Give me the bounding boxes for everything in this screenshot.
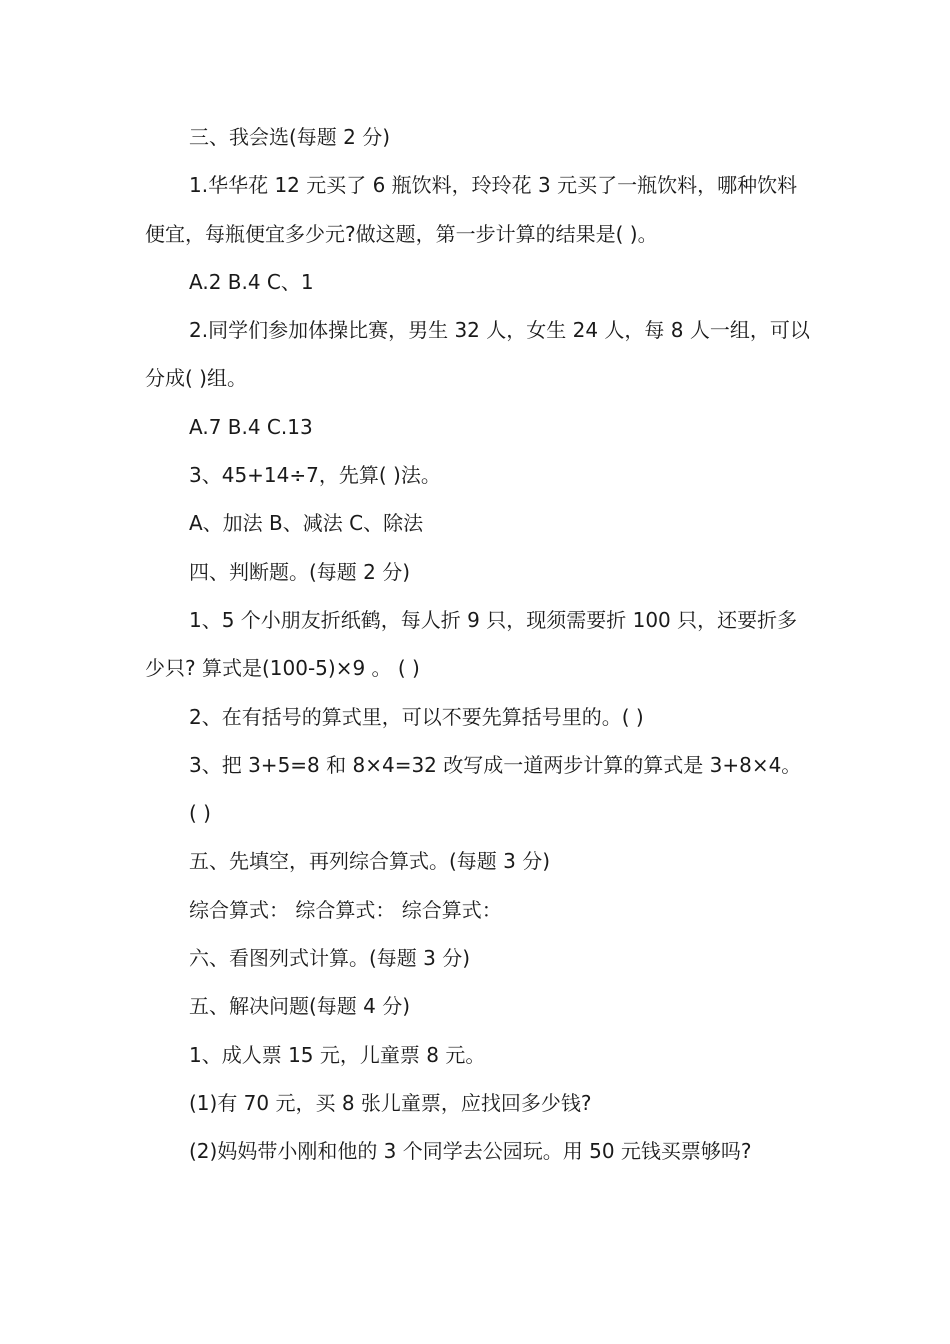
section-heading-choice: 三、我会选(每题 2 分) <box>189 125 391 149</box>
answer-options: A.7 B.4 C.13 <box>189 414 313 439</box>
sub-question-text: (1)有 70 元，买 8 张儿童票，应找回多少钱? <box>189 1090 592 1115</box>
document-body <box>145 113 810 1176</box>
question-text: 1.华华花 12 元买了 6 瓶饮料，玲玲花 3 元买了一瓶饮料，哪种饮料便宜，每瓶便宜多少元?做这题，第一步计算的结果是( )。 <box>145 173 798 246</box>
answer-options: A.2 B.4 C、1 <box>189 269 314 294</box>
question-text: 1、5 个小朋友折纸鹤，每人折 9 只，现须需要折 100 只，还要折多少只? 算式是(100-5)×9 。 ( ) <box>145 607 798 681</box>
question-text: 2.同学们参加体操比赛，男生 32 人，女生 24 人，每 8 人一组，可以分成( )组。 <box>145 318 810 391</box>
answer-blank: ( ) <box>189 801 211 826</box>
sub-question-text: (2)妈妈带小刚和他的 3 个同学去公园玩。用 50 元钱买票够吗? <box>189 1139 752 1164</box>
question-text: 2、在有括号的算式里，可以不要先算括号里的。( ) <box>189 704 644 729</box>
question-text: 3、把 3+5=8 和 8×4=32 改写成一道两步计算的算式是 3+8×4。 <box>189 752 802 777</box>
formula-labels: 综合算式： 综合算式： 综合算式： <box>189 897 502 922</box>
section-heading-problems: 五、解决问题(每题 4 分) <box>189 994 411 1019</box>
answer-options: A、加法 B、减法 C、除法 <box>189 511 424 536</box>
section-heading-fill: 五、先填空，再列综合算式。(每题 3 分) <box>189 849 551 874</box>
question-text: 1、成人票 15 元，儿童票 8 元。 <box>189 1042 486 1067</box>
section-heading-picture: 六、看图列式计算。(每题 3 分) <box>189 946 471 971</box>
question-text: 3、45+14÷7，先算( )法。 <box>189 463 441 488</box>
section-heading-judgement: 四、判断题。(每题 2 分) <box>189 559 411 584</box>
